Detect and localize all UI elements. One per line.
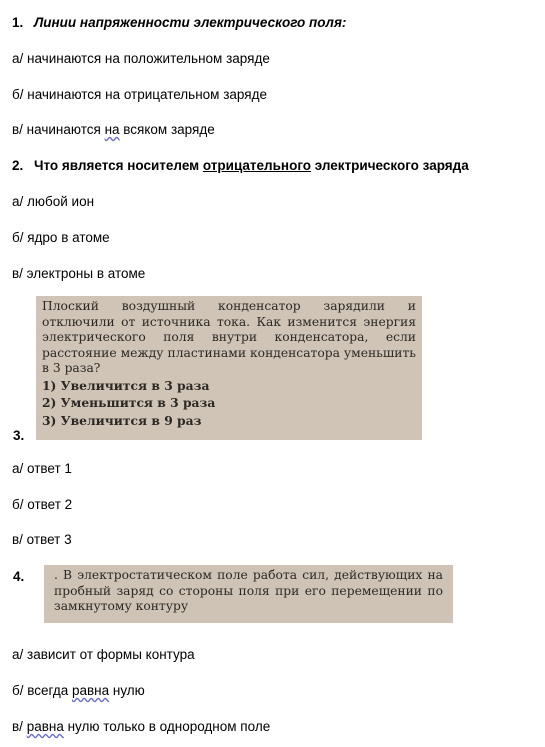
question-3-answer-b: б/ ответ 2 (12, 497, 73, 512)
scan-option-2: 2) Уменьшится в 3 раза (42, 395, 216, 411)
question-3-scan-text: Плоский воздушный конденсатор зарядили и отключили от источника тока. Как изменится энергия электрического поля внутри конденсатора, если расстояние между пластинами конденсатора уменьшить в 3 раза? (42, 299, 416, 376)
question-2-answer-a: а/ любой ион (12, 194, 95, 209)
question-4-scan-text: . В электростатическом поле работа сил, действующих на пробный заряд со стороны поля при его перемещении по замкнутому контуру (54, 568, 443, 613)
scan-option-1: 1) Увеличится в 3 раза (42, 377, 210, 393)
question-3-scan-options (42, 377, 416, 430)
question-1-text: Линии напряженности электрического поля: (34, 15, 347, 30)
answer-b-prefix: б/ всегда (12, 683, 72, 698)
spellcheck-word: на (104, 122, 120, 137)
question-2-answer-b: б/ ядро в атоме (12, 230, 110, 245)
question-1-number: 1. (12, 15, 24, 30)
answer-c-suffix: нулю только в однородном поле (63, 719, 271, 734)
question-2-underlined-word: отрицательного (202, 158, 312, 173)
answer-b-suffix: нулю (109, 683, 145, 698)
question-4-answer-c (12, 718, 270, 736)
question-1-answer-c (12, 121, 215, 139)
question-2-answer-c: в/ электроны в атоме (12, 266, 146, 281)
spellcheck-word: равна (26, 719, 64, 734)
question-3-scanned-image (36, 296, 422, 440)
answer-c-suffix: всяком заряде (119, 122, 215, 137)
answer-c-prefix: в/ (12, 719, 27, 734)
scan-option-3: 3) Увеличится в 9 раз (42, 412, 202, 428)
question-1-answer-b: б/ начинаются на отрицательном заряде (12, 87, 267, 102)
question-2-title (12, 157, 469, 175)
question-4-answer-b (12, 682, 145, 700)
question-1-answer-a: а/ начинаются на положительном заряде (12, 51, 270, 66)
question-4-answer-a: а/ зависит от формы контура (12, 647, 195, 662)
question-3-answer-a: а/ ответ 1 (12, 461, 72, 476)
question-3-number: 3. (13, 428, 25, 443)
spellcheck-word: равна (71, 683, 110, 698)
question-3-answer-c: в/ ответ 3 (12, 532, 72, 547)
question-2-text-suffix: электрического заряда (311, 158, 469, 173)
question-4-scanned-image (44, 565, 453, 623)
question-2-text-prefix: Что является носителем (34, 158, 203, 173)
answer-c-prefix: в/ начинаются (12, 122, 105, 137)
question-4-number: 4. (13, 569, 25, 584)
question-1-title (12, 14, 346, 32)
question-2-number: 2. (12, 158, 24, 173)
